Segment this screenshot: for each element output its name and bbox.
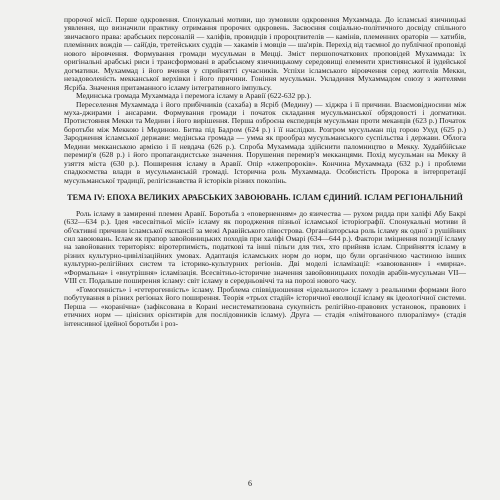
paragraph-medina: Переселення Мухаммада і його прибічників (сахаба) в Ясріб (Медину) — хіджра і її причини. Взаємовідносини між муха-джирами і ансарами. Формування громади і початок складання мусульманської обрядовості і догматики. Протистояння Мекки та Медини і його вирішення. Перша озброєна експедиція мусульман проти меканців (623 р.) Початок боротьби між Меккою і Мединою. Битва під Бадром (624 р.) і її наслідки. Розгром мусульман під горою Ухуд (625 р.) Зародження ісламської держави: медінська громада — умма як прообраз мусульманського суспільства і держави. Облога Медини мекканською армією і її невдача (626 р.). Спроба Мухаммада здійснити паломництво в Мекку. Худайбійське перемир'я (628 р.) і його пропагандистське значення. Порушення перемир'я мекканцями. Похід мусульман на Мекку й узяття міста (630 р.). Поширення ісламу в Аравії. Опір «лжепророків». Кончина Мухаммада (632 р.) і проблеми спадкоємства влади в мусульманській громаді. Історична роль Мухаммада. Особистість Пророка в інтерпретації мусульманської традиції, релігієзнавства й історіків різних поколінь. [64,99,466,185]
section-heading: ТЕМА IV: ЕПОХА ВЕЛИКИХ АРАБСЬКИХ ЗАВОЮВАНЬ. ІСЛАМ ЄДИНИЙ. ІСЛАМ РЕГІОНАЛЬНИЙ [67,193,463,203]
paragraph-intro: пророчої місії. Перше одкровення. Спонукальні мотиви, що зумовили одкровення Мухаммада. До ісламські язичницькі уявлення, що визначили практику отримання пророчих одкровень. Засвоєння соціально-політичного досвіду спільного звичаєвого права: арабських персоналій — халіфів, провидців і пророцтвителів — камінів, племенних ораторів — хатибів, племінних вождів — сайїдів, третейських суддів — хакамів і мовців — ша'ирів. Перехід від таємної до публічної проповіді нового віровчення. Формування громади мусульман в Мецці. Зміст першопочаткових проповідей Мухаммада: їх оригінальні арабські риси і трансформовані в арабському язичницькому середовищі елементи християнської й іудейської догматики. Мухаммад і його вчення у сприйнятті сучасників. Успіхи ісламського віровчення серед жителів Мекки, незадоволеність мекканської верхівки і його причини. Гоніння мусульман. Укладення Мухаммадом союзу з жителями Ясріба. Значення притаманного ісламу інтегративного імпульсу. [64,15,466,92]
paragraph-homogeneity: «Гомогенність» і «гетерогенність» ісламу. Проблема співвідношення «ідеального» ісламу з реальними формами його побутування в різних регіонах його поширення. Теорія «трьох стадій» історичної еволюції ісламу як ідеологічної системи. Перша — «коранічна» (зафіксована в Корані несистематизована сукупність релігійно-правових установок, правових і етичних норм — цінісних орієнтирів для послідовників ісламу). Друга — стадія «лімітованого плюралізму» (стадія інтенсивної ідейної боротьби і роз- [64,284,466,328]
page-number: 6 [248,479,252,488]
paragraph-conquests: Роль ісламу в замиренні племен Аравії. Боротьба з «поверненням» до язичества — рухом ридда при халіфі Абу Бакрі (632—634 р.). Ідея «всесвітньої місії» ісламу як породження пізньої ісламської історіографії. Спонукальні мотиви й об'єктивні причини ісламської експансії за межі Аравійського півострова. Організаторська роль ісламу як одної з рушійних сил завоювань. Іслам як прапор завойовницьких походів при халіфі Омарі (634—644 р.). Фактори зміцнення позиції ісламу на завойованих територіях: віротерпимість, податкові та інші пільги для тих, хто прийняв іслам. Сприйняття ісламу в різних культурно-цивілізаційних умовах. Адаптація ісламських норм до норм, що були органічною частиною інших культурно-релігійних систем та історико-культурних регіонів. Дві моделі ісламізації: «завоювання» і «мирна». «Формальна» і «внутрішня» ісламізація. Всесвітньо-історичне значення завойовницьких походів арабів-мусульман VII—VIII ст. Подальше поширення ісламу: світ ісламу в середньовіччі та на порозі нового часу. [64,208,466,286]
paragraph-subheading: Мединська громада Мухаммада і перемога ісламу в Аравії (622-632 рр.). [76,91,312,101]
